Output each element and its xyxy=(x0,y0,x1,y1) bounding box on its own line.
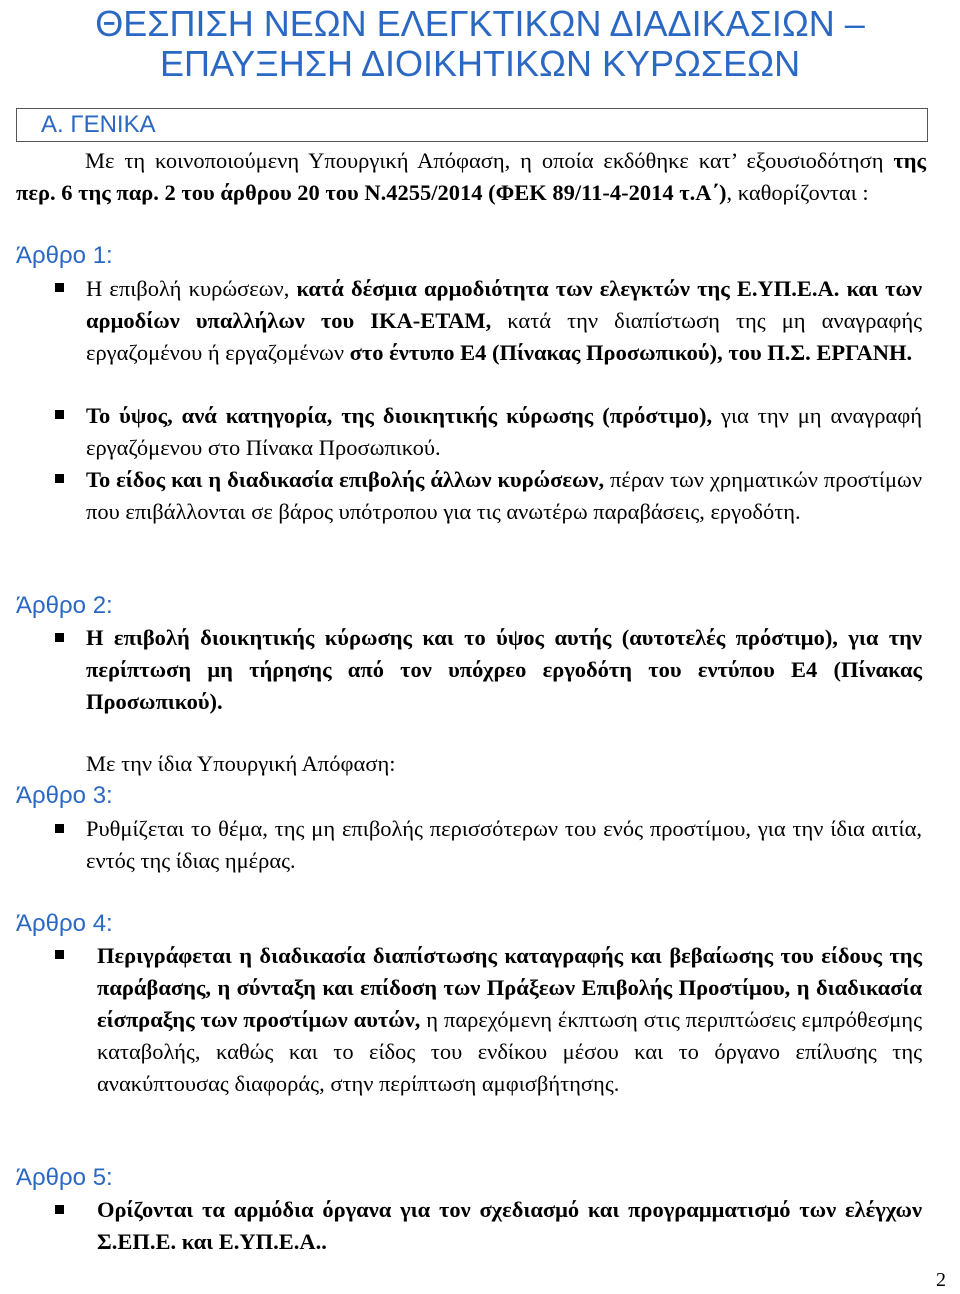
article-2-followup-text: Με την ίδια Υπουργική Απόφαση: xyxy=(86,751,396,776)
square-bullet-icon xyxy=(55,410,64,419)
page-title xyxy=(0,4,960,84)
square-bullet-icon xyxy=(55,950,64,959)
square-bullet-icon xyxy=(55,824,64,833)
article-5-heading: Άρθρο 5: xyxy=(16,1164,113,1191)
article-3-heading: Άρθρο 3: xyxy=(16,782,113,809)
square-bullet-icon xyxy=(55,633,64,642)
article-1-item-3: Το είδος και η διαδικασία επιβολής άλλων κυρώσεων, πέραν των χρηματικών προστίμων που επιβάλλονται σε βάρος υπότροπου για τις ανωτέρω παραβάσεις, εργοδότη. xyxy=(86,467,922,524)
article-1-heading: Άρθρο 1: xyxy=(16,242,113,269)
article-4-heading: Άρθρο 4: xyxy=(16,910,113,937)
section-heading-general: Α. ΓΕΝΙΚΑ xyxy=(16,108,928,142)
square-bullet-icon xyxy=(55,283,64,292)
square-bullet-icon xyxy=(55,1205,64,1214)
intro-paragraph: Με τη κοινοποιούμενη Υπουργική Απόφαση, η οποία εκδόθηκε κατ’ εξουσιοδότηση της περ. 6 της παρ. 2 του άρθρου 20 του Ν.4255/2014 (ΦΕΚ 89/11-4-2014 τ.Α΄), καθορίζονται : xyxy=(16,148,926,205)
article-2-item-1: Η επιβολή διοικητικής κύρωσης και το ύψος αυτής (αυτοτελές πρόστιμο), για την περίπτωση μη τήρησης από τον υπόχρεο εργοδότη του εντύπου Ε4 (Πίνακας Προσωπικού). xyxy=(86,625,922,714)
square-bullet-icon xyxy=(55,474,64,483)
article-1-item-2: Το ύψος, ανά κατηγορία, της διοικητικής κύρωσης (πρόστιμο), για την μη αναγραφή εργαζόμενου στο Πίνακα Προσωπικού. xyxy=(86,403,922,460)
page-number: 2 xyxy=(936,1269,946,1291)
article-5-item-1: Ορίζονται τα αρμόδια όργανα για τον σχεδιασμό και προγραμματισμό των ελέγχων Σ.ΕΠ.Ε. και Ε.ΥΠ.Ε.Α.. xyxy=(97,1197,922,1254)
title-line-2: ΕΠΑΥΞΗΣΗ ΔΙΟΙΚΗΤΙΚΩΝ ΚΥΡΩΣΕΩΝ xyxy=(159,43,801,84)
article-1-item-1: Η επιβολή κυρώσεων, κατά δέσμια αρμοδιότητα των ελεγκτών της Ε.ΥΠ.Ε.Α. και των αρμοδίων υπαλλήλων του ΙΚΑ-ΕΤΑΜ, κατά την διαπίστωση της μη αναγραφής εργαζομένου ή εργαζομένων στο έντυπο Ε4 (Πίνακας Προσωπικού), του Π.Σ. ΕΡΓΑΝΗ. xyxy=(86,276,922,365)
title-line-1: ΘΕΣΠΙΣΗ ΝΕΩΝ ΕΛΕΓΚΤΙΚΩΝ ΔΙΑΔΙΚΑΣΙΩΝ – xyxy=(95,3,865,44)
article-3-item-1: Ρυθμίζεται το θέμα, της μη επιβολής περισσότερων του ενός προστίμου, για την ίδια αιτία, εντός της ίδιας ημέρας. xyxy=(86,816,922,873)
article-2-heading: Άρθρο 2: xyxy=(16,592,113,619)
article-4-item-1: Περιγράφεται η διαδικασία διαπίστωσης καταγραφής και βεβαίωσης του είδους της παράβασης, η σύνταξη και επίδοση των Πράξεων Επιβολής Προστίμου, η διαδικασία είσπραξης των προστίμων αυτών, η παρεχόμενη έκπτωση στις περιπτώσεις εμπρόθεσμης καταβολής, καθώς και το είδος του ενδίκου μέσου και το όργανο επίλυσης της ανακύπτουσας διαφοράς, στην περίπτωση αμφισβήτησης. xyxy=(97,943,922,1096)
